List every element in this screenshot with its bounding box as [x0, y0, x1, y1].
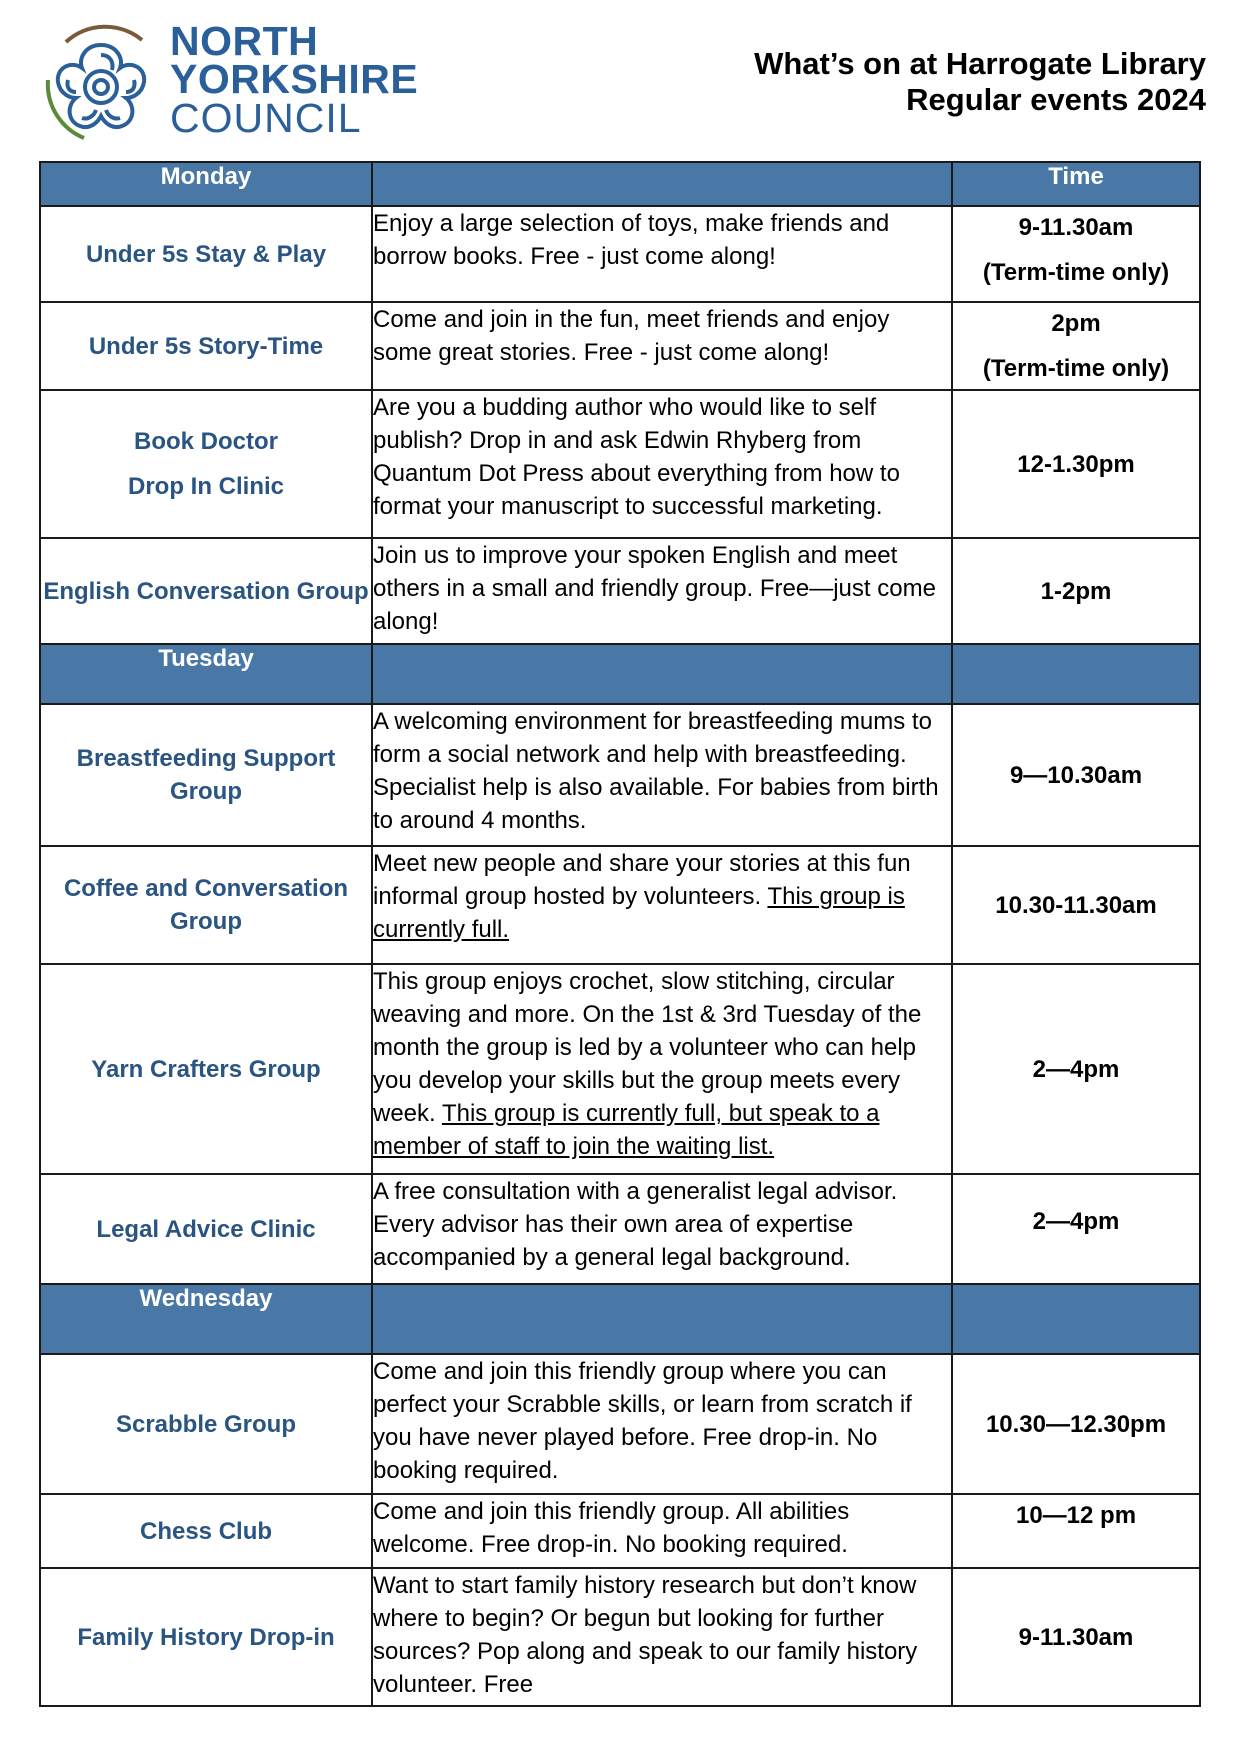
- event-row: [40, 1494, 1200, 1568]
- logo-line-council: COUNCIL: [170, 95, 362, 141]
- event-time-note: (Term-time only): [982, 355, 1170, 382]
- event-row: [40, 1568, 1200, 1706]
- event-time: 9—10.30am: [952, 704, 1200, 846]
- event-row: [40, 206, 1200, 302]
- event-time: [952, 206, 1200, 302]
- waiting-list-notice: This group is currently full, but speak to a member of staff to join the waiting list.: [373, 1100, 880, 1160]
- title-line-2: Regular events 2024: [906, 82, 1206, 117]
- event-description: Want to start family history research but don’t know where to begin? Or begun but looking for further sources? Pop along and speak to our family history volunteer. Free: [372, 1568, 952, 1706]
- event-time: 1-2pm: [952, 538, 1200, 644]
- logo-line-yorkshire: YORKSHIRE: [170, 56, 419, 102]
- event-description: A free consultation with a generalist legal advisor. Every advisor has their own area of expertise accompanied by a general legal background.: [372, 1174, 952, 1284]
- day-header-monday: [40, 162, 1200, 206]
- header-blank: [372, 644, 952, 704]
- event-description-text: Meet new people and share your stories at this fun informal group hosted by volunteers.: [373, 850, 911, 910]
- event-time-note: (Term-time only): [982, 259, 1170, 286]
- event-name: Legal Advice Clinic: [40, 1174, 372, 1284]
- event-name: Breastfeeding Support Group: [40, 704, 372, 846]
- event-time: 2—4pm: [952, 1174, 1200, 1284]
- event-row: [40, 390, 1200, 538]
- event-description-text: This group enjoys crochet, slow stitching, circular weaving and more. On the 1st & 3rd Tuesday of the month the group is led by a volunteer who can help you develop your skills but the group meets every week.: [373, 968, 922, 1127]
- event-time: 10.30-11.30am: [952, 846, 1200, 964]
- event-time: 10.30—12.30pm: [952, 1354, 1200, 1494]
- event-name: Family History Drop-in: [40, 1568, 372, 1706]
- day-label-wednesday: Wednesday: [40, 1284, 372, 1354]
- event-name: Chess Club: [40, 1494, 372, 1568]
- day-header-tuesday: [40, 644, 1200, 704]
- header-blank: [372, 162, 952, 206]
- header-blank: [952, 644, 1200, 704]
- title-line-1: What’s on at Harrogate Library: [754, 46, 1206, 81]
- council-wordmark: [170, 18, 419, 141]
- event-description: [372, 964, 952, 1174]
- header-blank: [372, 1284, 952, 1354]
- event-row: [40, 538, 1200, 644]
- event-name: Yarn Crafters Group: [40, 964, 372, 1174]
- event-description: Come and join this friendly group. All abilities welcome. Free drop-in. No booking required.: [372, 1494, 952, 1568]
- event-row: [40, 1354, 1200, 1494]
- event-name: Scrabble Group: [40, 1354, 372, 1494]
- event-name: [40, 390, 372, 538]
- event-time: 2—4pm: [952, 964, 1200, 1174]
- event-description: Come and join in the fun, meet friends and enjoy some great stories. Free - just come along!: [372, 302, 952, 390]
- event-name-line-1: Book Doctor: [134, 428, 278, 455]
- yorkshire-rose-icon: [36, 20, 166, 150]
- event-name: Coffee and Conversation Group: [40, 846, 372, 964]
- header-blank: [952, 1284, 1200, 1354]
- event-time: 12-1.30pm: [952, 390, 1200, 538]
- event-name-line-2: Drop In Clinic: [128, 473, 284, 500]
- day-label-monday: Monday: [40, 162, 372, 206]
- event-name: English Conversation Group: [40, 538, 372, 644]
- event-time: [952, 302, 1200, 390]
- event-row: [40, 846, 1200, 964]
- time-header: Time: [952, 162, 1200, 206]
- event-time: 10—12 pm: [952, 1494, 1200, 1568]
- council-logo: [36, 20, 436, 155]
- event-row: [40, 302, 1200, 390]
- event-time-value: 2pm: [1051, 310, 1101, 337]
- event-description: Join us to improve your spoken English and meet others in a small and friendly group. Free—just come along!: [372, 538, 952, 644]
- event-name: Under 5s Story-Time: [40, 302, 372, 390]
- page-title: [754, 46, 1206, 118]
- event-name: Under 5s Stay & Play: [40, 206, 372, 302]
- event-description: [372, 846, 952, 964]
- day-label-tuesday: Tuesday: [40, 644, 372, 704]
- event-row: [40, 704, 1200, 846]
- event-description: Come and join this friendly group where you can perfect your Scrabble skills, or learn from scratch if you have never played before. Free drop-in. No booking required.: [372, 1354, 952, 1494]
- event-time-value: 9-11.30am: [1018, 214, 1134, 241]
- day-header-wednesday: [40, 1284, 1200, 1354]
- event-description: Enjoy a large selection of toys, make friends and borrow books. Free - just come along!: [372, 206, 952, 302]
- logo-line-north: NORTH: [170, 18, 319, 64]
- event-description: A welcoming environment for breastfeeding mums to form a social network and help with breastfeeding. Specialist help is also available. For babies from birth to around 4 months.: [372, 704, 952, 846]
- event-row: [40, 964, 1200, 1174]
- events-table: [39, 161, 1201, 1707]
- event-description: Are you a budding author who would like to self publish? Drop in and ask Edwin Rhyberg from Quantum Dot Press about everything from how to format your manuscript to successful marketing.: [372, 390, 952, 538]
- group-full-notice: This group is currently full.: [373, 883, 905, 943]
- event-row: [40, 1174, 1200, 1284]
- event-time: 9-11.30am: [952, 1568, 1200, 1706]
